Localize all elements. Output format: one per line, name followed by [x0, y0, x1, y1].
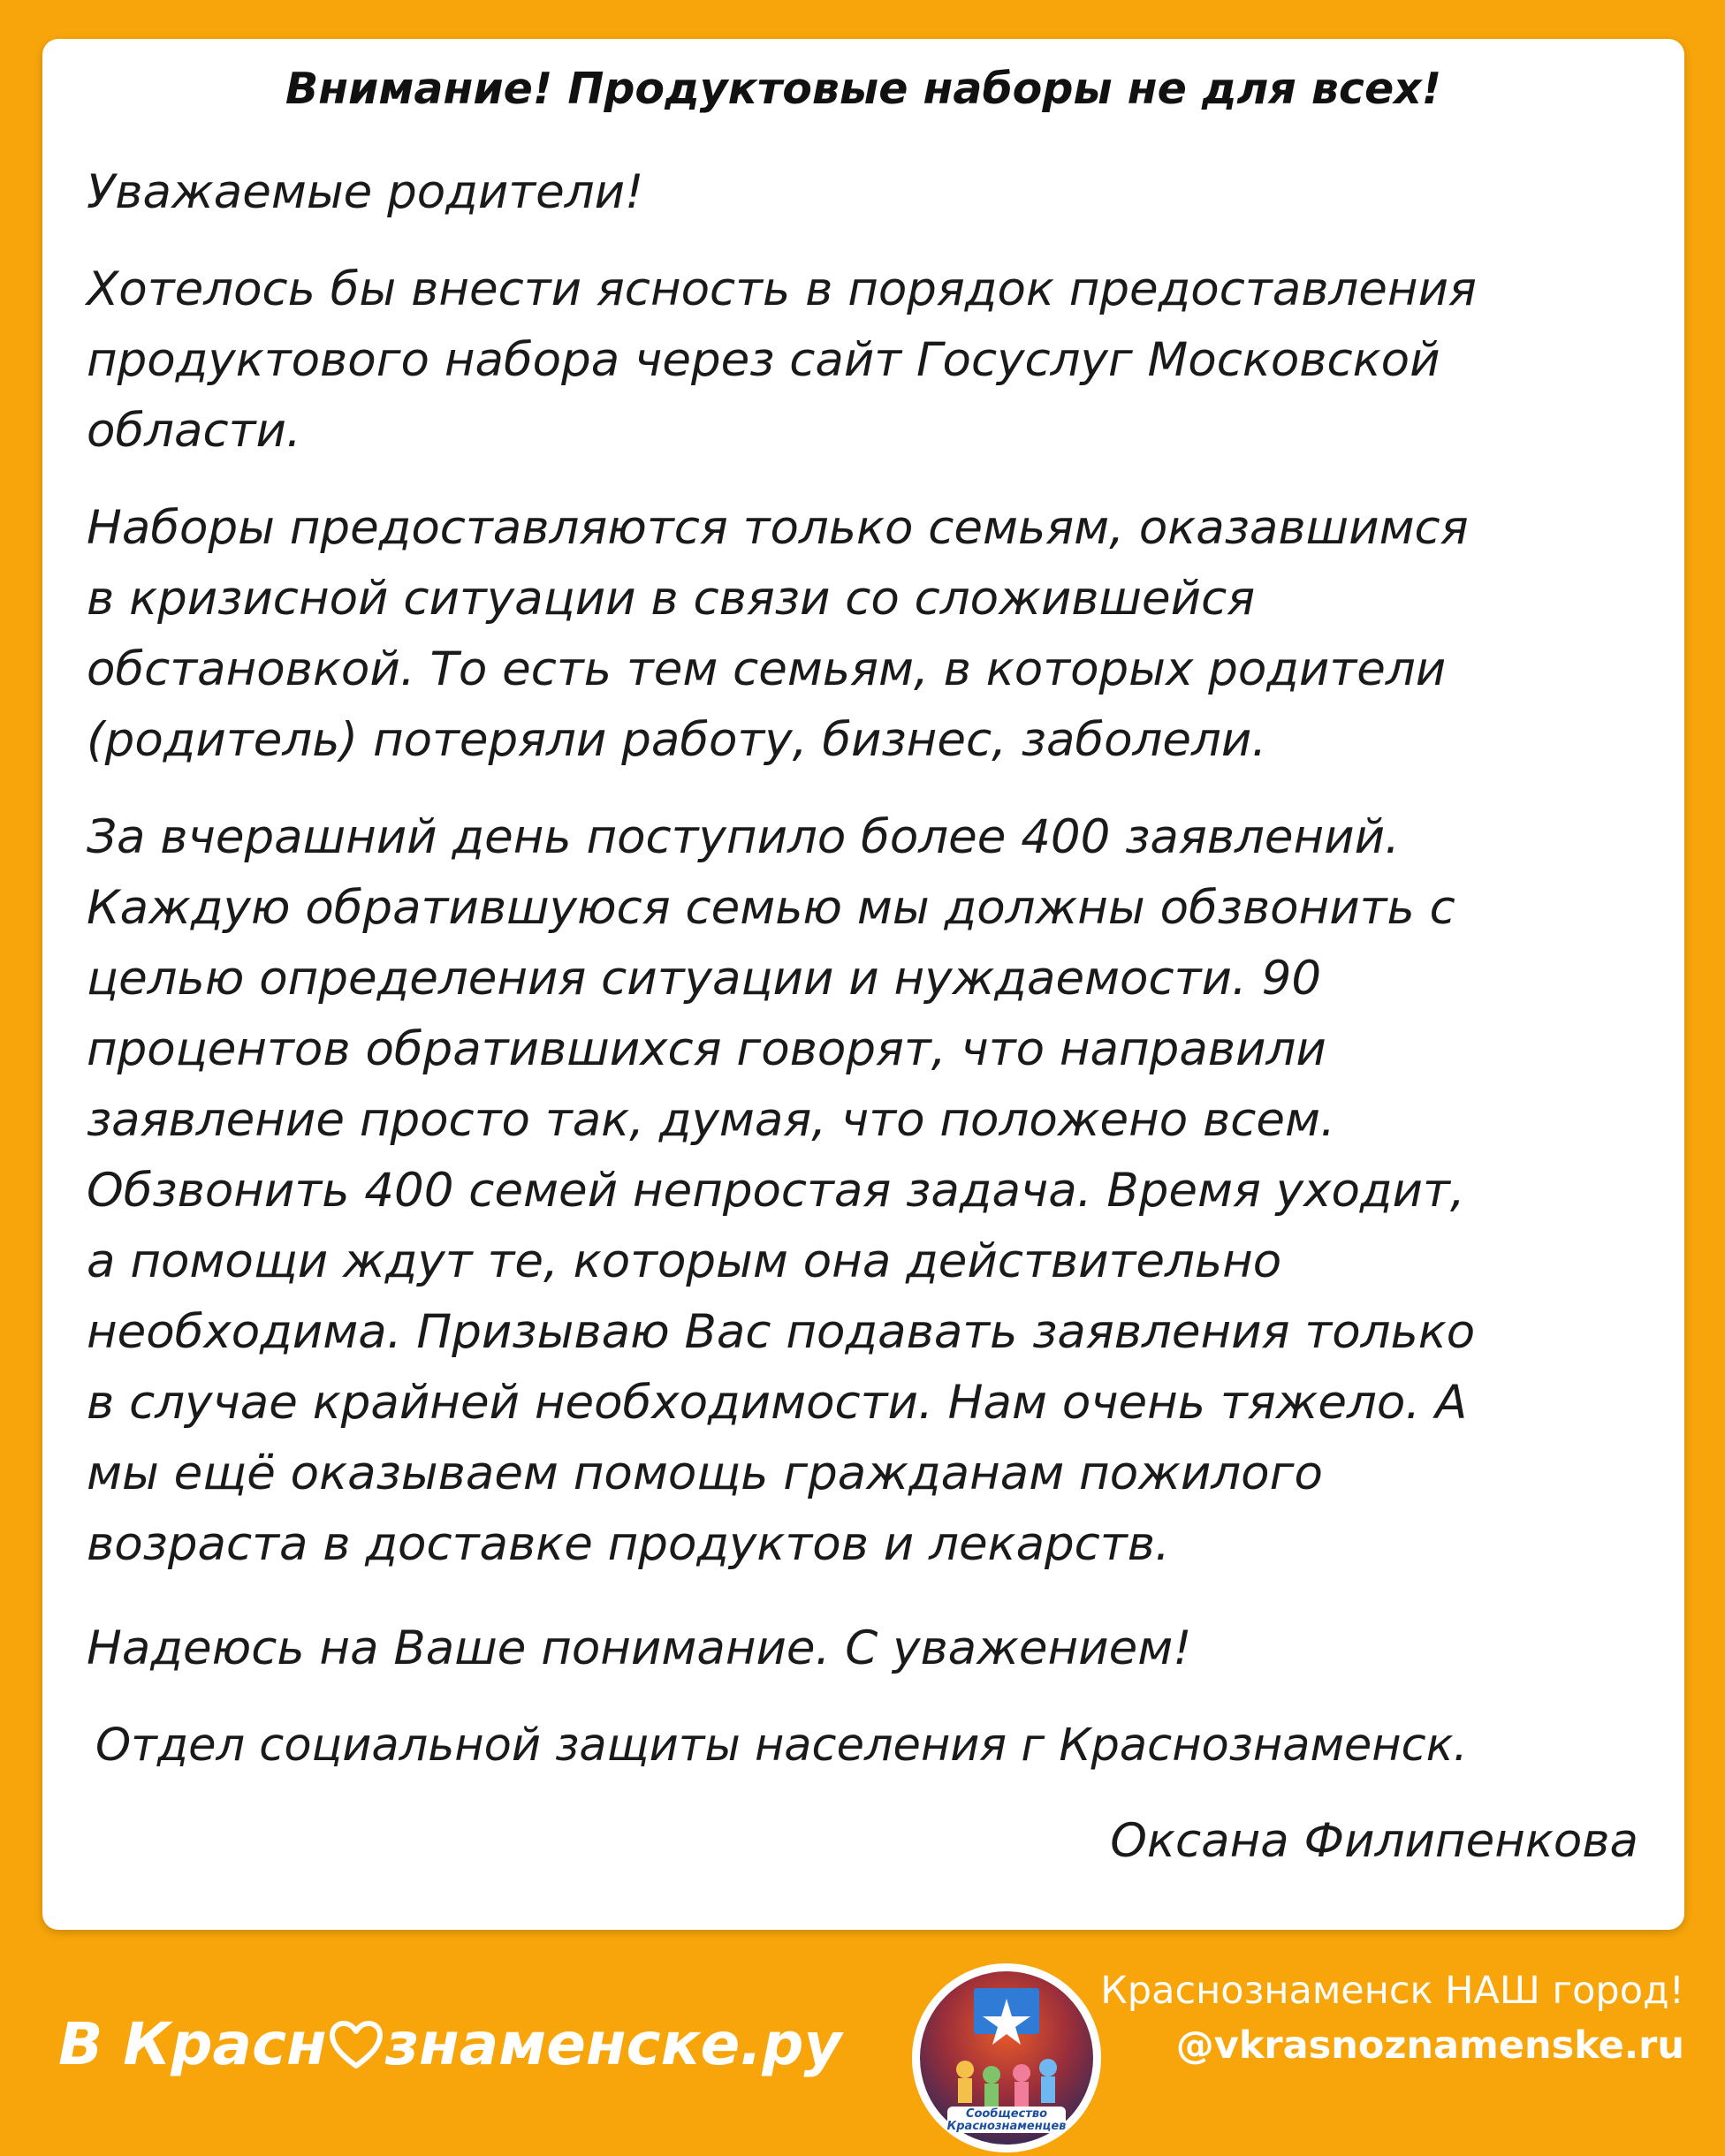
- notice-headline: Внимание! Продуктовые наборы не для всех!: [285, 64, 1442, 114]
- footer-contacts: [1100, 1963, 1684, 2073]
- paragraph-applications: За вчерашний день поступило более 400 заявлений. Каждую обратившуюся семью мы должны обзвонить с целью определения ситуации и нуждаемости. 90 процентов обратившихся говорят, что направили заявление просто так, думая, что положено всем. Обзвонить 400 семей непростая задача. Время уходит, а помощи ждут те, которым она действительно необходима. Призываю Вас подавать заявления только в случае крайней необходимости. Нам очень тяжело. А мы ещё оказываем помощь гражданам пожилого возраста в доставке продуктов и лекарств.: [87, 810, 1476, 1571]
- community-logo[interactable]: [912, 1963, 1101, 2152]
- closing-line: Надеюсь на Ваше понимание. С уважением!: [87, 1621, 1192, 1675]
- notice-card: [42, 39, 1684, 1930]
- paragraph-eligibility: Наборы предоставляются только семьям, оказавшимся в кризисной ситуации в связи со сложившейся обстановкой. То есть тем семьям, в которых родители (родитель) потеряли работу, бизнес, заболели.: [87, 501, 1469, 767]
- brand-text-start: В Красн: [58, 2010, 327, 2078]
- site-handle-link[interactable]: @vkrasnoznamenske.ru: [1175, 2023, 1684, 2068]
- organization-name: Отдел социальной защиты населения г Краснознаменск.: [95, 1719, 1468, 1772]
- logo-caption-line1: Сообщество: [965, 2107, 1048, 2121]
- brand-text-end: знаменске.ру: [384, 2010, 842, 2078]
- logo-caption: [912, 2108, 1101, 2133]
- logo-caption-line2: Краснознаменцев: [946, 2120, 1067, 2133]
- brand-wordmark[interactable]: [58, 2008, 842, 2082]
- city-slogan: Краснознаменск НАШ город!: [1100, 1969, 1684, 2013]
- paragraph-clarification: Хотелось бы внести ясность в порядок предоставления продуктового набора через сайт Госуслуг Московской области.: [87, 262, 1477, 458]
- signature: Оксана Филипенкова: [1110, 1814, 1638, 1868]
- greeting: Уважаемые родители!: [87, 165, 644, 219]
- heart-outline-icon: [329, 2020, 384, 2069]
